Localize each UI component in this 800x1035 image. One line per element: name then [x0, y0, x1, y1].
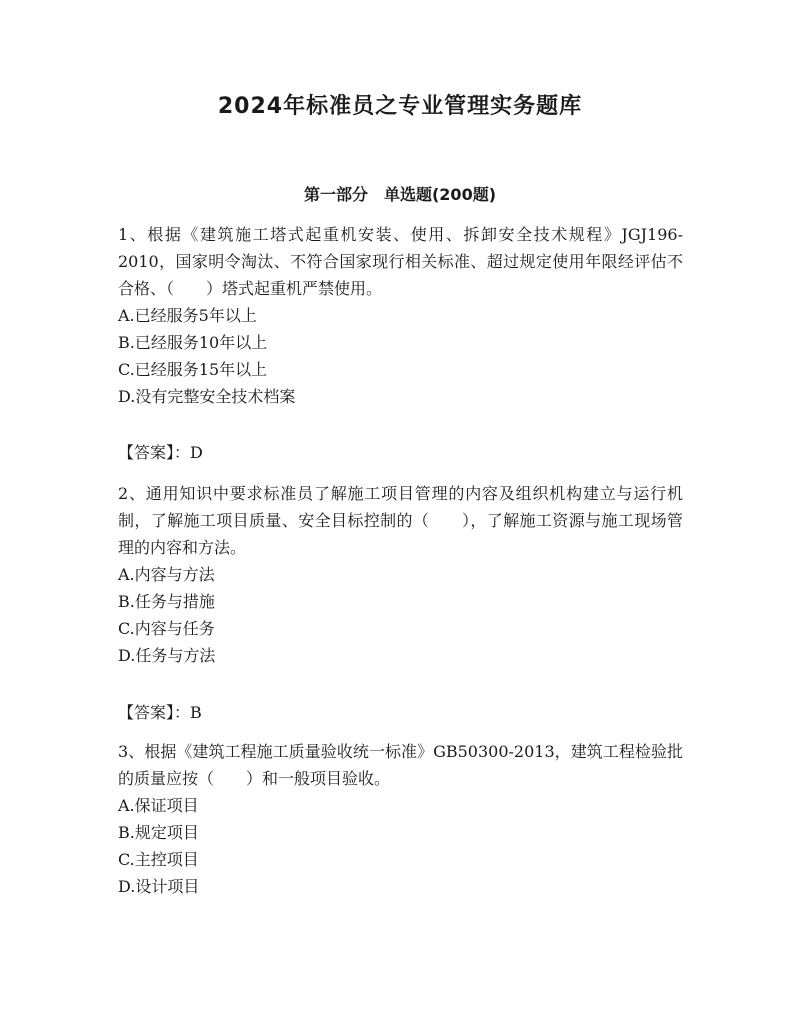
section-title: 第一部分 单选题(200题)	[303, 185, 497, 204]
answer-2: 【答案】：B	[118, 703, 202, 722]
option-d: D.没有完整安全技术档案	[118, 387, 296, 406]
option-b: B.任务与措施	[118, 592, 215, 611]
question-3	[118, 738, 683, 900]
option-b: B.规定项目	[118, 823, 199, 842]
option-c: C.内容与任务	[118, 619, 215, 638]
option-a: A.已经服务5年以上	[118, 306, 257, 325]
option-c: C.主控项目	[118, 850, 199, 869]
question-1	[118, 221, 683, 410]
option-a: A.保证项目	[118, 796, 199, 815]
question-text: 1、根据《建筑施工塔式起重机安装、使用、拆卸安全技术规程》JGJ196-2010，国家明令淘汰、不符合国家现行相关标准、超过规定使用年限经评估不合格、（ ）塔式起重机严禁使用。	[118, 225, 683, 298]
option-b: B.已经服务10年以上	[118, 333, 268, 352]
option-d: D.设计项目	[118, 877, 200, 896]
option-a: A.内容与方法	[118, 565, 215, 584]
option-d: D.任务与方法	[118, 646, 216, 665]
answer-1: 【答案】：D	[118, 443, 203, 462]
question-text: 3、根据《建筑工程施工质量验收统一标准》GB50300-2013，建筑工程检验批的质量应按（ ）和一般项目验收。	[118, 742, 683, 788]
document-title: 2024年标准员之专业管理实务题库	[217, 94, 583, 119]
question-2	[118, 480, 683, 669]
option-c: C.已经服务15年以上	[118, 360, 268, 379]
question-text: 2、通用知识中要求标准员了解施工项目管理的内容及组织机构建立与运行机制，了解施工项目质量、安全目标控制的（ ），了解施工资源与施工现场管理的内容和方法。	[118, 484, 683, 557]
